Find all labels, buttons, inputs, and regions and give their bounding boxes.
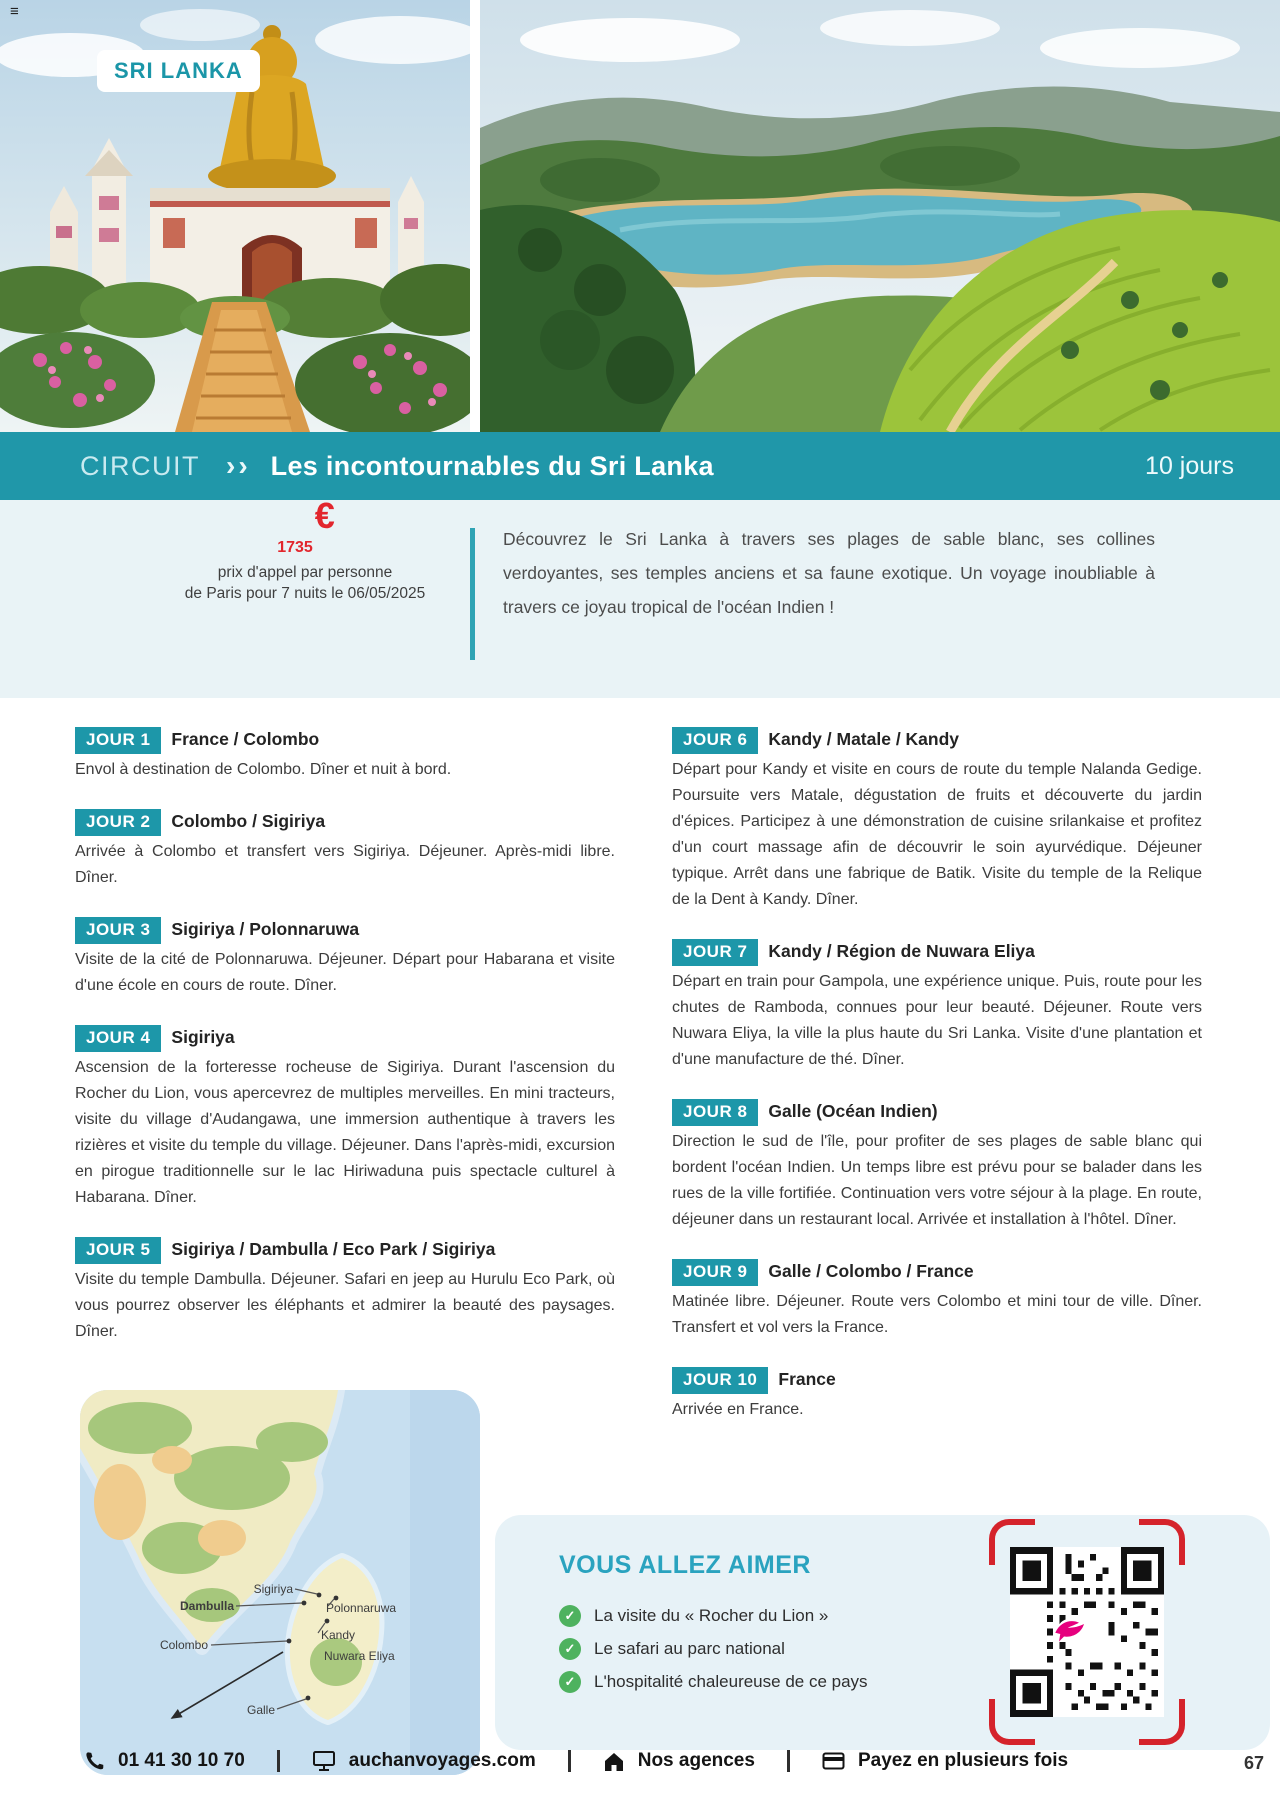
day-badge: JOUR 7 — [672, 939, 758, 966]
chevrons-icon: ›› — [226, 450, 251, 481]
day-title: Sigiriya — [171, 1027, 235, 1047]
day-badge: JOUR 2 — [75, 809, 161, 836]
circuit-banner — [0, 432, 1280, 500]
day-title: Sigiriya / Dambulla / Eco Park / Sigiriya — [171, 1239, 496, 1259]
menu-icon[interactable]: ≡ — [10, 3, 19, 20]
footer-separator — [277, 1750, 280, 1772]
day-9 — [672, 1259, 1202, 1341]
itinerary-column-right — [672, 727, 1202, 1449]
day-title: Galle (Océan Indien) — [768, 1101, 938, 1121]
day-8 — [672, 1099, 1202, 1233]
footer-payment-label: Payez en plusieurs fois — [857, 1750, 1069, 1771]
circuit-duration: 10 jours — [1145, 451, 1234, 480]
photo-golden-temple — [0, 0, 470, 432]
day-description: Arrivée en France. — [672, 1401, 804, 1418]
day-description: Direction le sud de l'île, pour profiter de ses plages de sable blanc qui bordent l'océan Indien. Un temps libre est prévu pour se balader dans les rues de la ville fortifiée. Continuation vers votre séjour à la plage. En route, déjeuner dans un restaurant local. Arrivée et installation à l'hôtel. Dîner. — [672, 1133, 1202, 1228]
day-badge: JOUR 6 — [672, 727, 758, 754]
vertical-divider — [470, 528, 475, 660]
footer-separator — [568, 1750, 571, 1772]
day-1 — [75, 727, 615, 783]
footer-payment[interactable] — [822, 1750, 1068, 1772]
price-amount: 1735 — [277, 539, 313, 556]
check-icon: ✓ — [559, 1638, 581, 1660]
day-title: Galle / Colombo / France — [768, 1261, 974, 1281]
day-description: Envol à destination de Colombo. Dîner et nuit à bord. — [75, 761, 452, 778]
day-badge: JOUR 10 — [672, 1367, 768, 1394]
day-3 — [75, 917, 615, 999]
price-block — [140, 495, 470, 604]
credit-card-icon — [822, 1751, 845, 1771]
price-currency: € — [314, 495, 335, 536]
footer-phone[interactable] — [84, 1750, 245, 1772]
itinerary-column-left — [75, 727, 615, 1371]
day-badge: JOUR 3 — [75, 917, 161, 944]
highlight-item — [559, 1605, 868, 1627]
house-icon — [603, 1751, 625, 1772]
highlight-item — [559, 1638, 868, 1660]
map-label-colombo: Colombo — [159, 1638, 208, 1652]
day-7 — [672, 939, 1202, 1073]
map-label-nuwara-eliya: Nuwara Eliya — [324, 1649, 395, 1663]
day-description: Départ pour Kandy et visite en cours de route du temple Nalanda Gedige. Poursuite vers Matale, dégustation de fruits et découverte du jardin d'épices. Participez à une démonstration de cuisine srilankaise et profitez d'un court massage afin de découvrir le soin ayurvédique. Déjeuner typique. Arrêt dans une fabrique de Batik. Visite du temple de la Relique de la Dent à Kandy. Dîner. — [672, 761, 1202, 908]
day-description: Visite de la cité de Polonnaruwa. Déjeuner. Départ pour Habarana et visite d'une école en cours de route. Dîner. — [75, 951, 615, 994]
footer-website-url: auchanvoyages.com — [348, 1750, 536, 1771]
circuit-title: Les incontournables du Sri Lanka — [270, 450, 714, 481]
highlights-title: VOUS ALLEZ AIMER — [559, 1551, 811, 1579]
price-note-line1: prix d'appel par personne — [217, 564, 393, 581]
footer-phone-number: 01 41 30 10 70 — [118, 1750, 245, 1771]
photo-lake-tea-hills — [480, 0, 1280, 432]
footer-separator — [787, 1750, 790, 1772]
day-10 — [672, 1367, 1202, 1423]
map-label-polonnaruwa: Polonnaruwa — [326, 1601, 397, 1615]
day-description: Matinée libre. Déjeuner. Route vers Colombo et mini tour de ville. Dîner. Transfert et vol vers la France. — [672, 1293, 1202, 1336]
day-6 — [672, 727, 1202, 913]
lake-landscape-illustration — [480, 0, 1280, 432]
day-title: Colombo / Sigiriya — [171, 811, 326, 831]
footer-agencies[interactable] — [603, 1750, 755, 1772]
destination-label: SRI LANKA — [97, 50, 260, 92]
day-badge: JOUR 9 — [672, 1259, 758, 1286]
highlight-text: Le safari au parc national — [594, 1639, 785, 1658]
bird-logo-icon — [1049, 1614, 1089, 1644]
map-illustration — [80, 1390, 480, 1775]
day-title: Sigiriya / Polonnaruwa — [171, 919, 360, 939]
day-title: Kandy / Région de Nuwara Eliya — [768, 941, 1035, 961]
day-description: Départ en train pour Gampola, une expérience unique. Puis, route pour les chutes de Ramboda, connues pour leur beauté. Déjeuner. Route vers Nuwara Eliya, la ville la plus haute du Sri Lanka. Visite d'une plantation et d'une manufacture de thé. Dîner. — [672, 973, 1202, 1068]
footer-agencies-label: Nos agences — [637, 1750, 755, 1771]
price-note-line2: de Paris pour 7 nuits le 06/05/2025 — [184, 585, 426, 602]
day-title: Kandy / Matale / Kandy — [768, 729, 960, 749]
day-badge: JOUR 8 — [672, 1099, 758, 1126]
qr-code — [989, 1519, 1185, 1745]
monitor-icon — [312, 1750, 336, 1772]
day-badge: JOUR 5 — [75, 1237, 161, 1264]
highlight-item — [559, 1671, 868, 1693]
intro-band — [0, 495, 1280, 698]
day-description: Visite du temple Dambulla. Déjeuner. Safari en jeep au Hurulu Eco Park, où vous pourrez observer les éléphants et admirer la beauté des paysages. Dîner. — [75, 1271, 615, 1340]
highlights-list — [559, 1605, 868, 1693]
day-title: France / Colombo — [171, 729, 320, 749]
day-badge: JOUR 4 — [75, 1025, 161, 1052]
highlight-text: La visite du « Rocher du Lion » — [594, 1606, 829, 1625]
footer-bar — [84, 1750, 1068, 1772]
map-label-sigiriya: Sigiriya — [253, 1582, 293, 1596]
day-badge: JOUR 1 — [75, 727, 161, 754]
day-2 — [75, 809, 615, 891]
check-icon: ✓ — [559, 1671, 581, 1693]
banner-kicker: CIRCUIT — [80, 450, 200, 481]
map-label-dambulla: Dambulla — [179, 1599, 234, 1613]
sri-lanka-map — [80, 1390, 480, 1775]
page-number: 67 — [1243, 1753, 1264, 1773]
phone-icon — [84, 1751, 105, 1772]
map-label-kandy: Kandy — [321, 1628, 356, 1642]
footer-website[interactable] — [312, 1750, 536, 1772]
check-icon: ✓ — [559, 1605, 581, 1627]
day-description: Ascension de la forteresse rocheuse de Sigiriya. Durant l'ascension du Rocher du Lion, vous apercevrez de multiples merveilles. En mini tracteurs, visite du village d'Audangawa, une immersion authentique à travers les rizières et visite du temple du village. Déjeuner. Dans l'après-midi, excursion en pirogue traditionnelle sur le lac Hiriwaduna puis spectacle culturel à Habarana. Dîner. — [75, 1059, 615, 1206]
day-description: Arrivée à Colombo et transfert vers Sigiriya. Déjeuner. Après-midi libre. Dîner. — [75, 843, 615, 886]
price-note — [140, 562, 470, 604]
intro-description: Découvrez le Sri Lanka à travers ses plages de sable blanc, ses collines verdoyantes, ses temples anciens et sa faune exotique. Un voyage inoubliable à travers ce joyau tropical de l'océan Indien ! — [503, 529, 1155, 617]
day-5 — [75, 1237, 615, 1345]
day-4 — [75, 1025, 615, 1211]
map-label-galle: Galle — [246, 1703, 275, 1717]
highlights-card — [495, 1515, 1270, 1750]
day-title: France — [778, 1369, 836, 1389]
price-value — [140, 495, 470, 558]
highlight-text: L'hospitalité chaleureuse de ce pays — [594, 1672, 868, 1691]
